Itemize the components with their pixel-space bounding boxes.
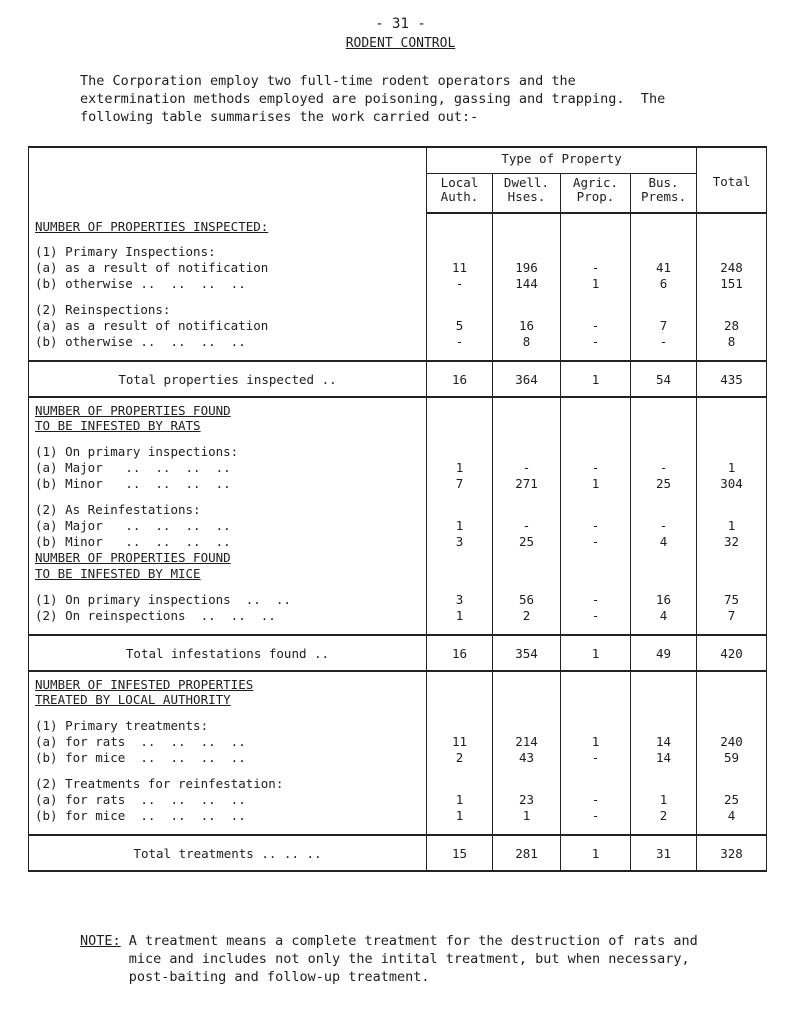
table-cell xyxy=(697,244,767,260)
subsection-label: (2) As Reinfestations: xyxy=(29,502,427,518)
table-cell: 7 xyxy=(697,608,767,624)
note-label: NOTE: xyxy=(80,933,121,949)
table-cell: 7 xyxy=(631,318,697,334)
table-cell: 1 xyxy=(427,518,493,534)
table-cell xyxy=(561,502,631,518)
table-cell: 435 xyxy=(697,361,767,397)
table-cell xyxy=(29,292,427,302)
table-row xyxy=(29,534,767,550)
col-header-bus-prems: Bus. Prems. xyxy=(631,174,697,214)
table-cell xyxy=(427,234,493,244)
table-cell xyxy=(493,234,561,244)
table-cell: 41 xyxy=(631,260,697,276)
table-cell xyxy=(493,244,561,260)
table-cell xyxy=(631,550,697,566)
table-cell: 1 xyxy=(427,460,493,476)
table-cell: 248 xyxy=(697,260,767,276)
table-cell: (a) as a result of notification xyxy=(29,318,427,334)
table-cell xyxy=(427,776,493,792)
table-cell: - xyxy=(561,534,631,550)
table-cell xyxy=(493,708,561,718)
table-cell xyxy=(427,692,493,708)
table-cell xyxy=(493,444,561,460)
table-cell xyxy=(697,302,767,318)
table-cell xyxy=(631,718,697,734)
table-cell xyxy=(631,766,697,776)
intro-line: extermination methods employed are poisoning, gassing and trapping. The xyxy=(80,91,666,107)
table-cell xyxy=(697,350,767,361)
table-cell xyxy=(697,582,767,592)
table-cell: 23 xyxy=(493,792,561,808)
table-cell xyxy=(493,766,561,776)
table-cell xyxy=(427,213,493,234)
table-cell xyxy=(697,234,767,244)
table-row xyxy=(29,334,767,350)
subsection-label: (1) Primary Inspections: xyxy=(29,244,427,260)
table-cell: 364 xyxy=(493,361,561,397)
table-cell: - xyxy=(561,608,631,624)
table-cell xyxy=(697,824,767,835)
table-cell xyxy=(631,492,697,502)
table-cell: - xyxy=(427,276,493,292)
table-cell: (1) On primary inspections .. .. xyxy=(29,592,427,608)
table-cell xyxy=(493,550,561,566)
table-row xyxy=(29,608,767,624)
table-cell: 49 xyxy=(631,635,697,671)
note-text: mice and includes not only the intital treatment, but when necessary, xyxy=(80,951,690,967)
table-cell xyxy=(631,418,697,434)
table-cell xyxy=(697,718,767,734)
table-cell xyxy=(631,692,697,708)
total-row xyxy=(29,635,767,671)
table-cell xyxy=(427,397,493,418)
table-cell: 2 xyxy=(493,608,561,624)
table-cell: 240 xyxy=(697,734,767,750)
table-cell xyxy=(29,234,427,244)
total-header: Total xyxy=(697,147,767,213)
total-row xyxy=(29,835,767,871)
table-cell xyxy=(493,671,561,692)
table-cell xyxy=(697,624,767,635)
table-cell xyxy=(561,776,631,792)
table-cell: 328 xyxy=(697,835,767,871)
table-cell xyxy=(631,213,697,234)
table-cell xyxy=(631,397,697,418)
table-cell xyxy=(561,444,631,460)
table-cell xyxy=(561,582,631,592)
table-cell: - xyxy=(631,518,697,534)
table-cell xyxy=(493,302,561,318)
table-cell: - xyxy=(631,334,697,350)
table-cell: 1 xyxy=(561,276,631,292)
subsection-label: (1) Primary treatments: xyxy=(29,718,427,734)
table-cell xyxy=(427,302,493,318)
table-cell xyxy=(493,418,561,434)
table-cell: 1 xyxy=(561,734,631,750)
table-cell xyxy=(561,624,631,635)
table-cell xyxy=(493,350,561,361)
table-cell: 1 xyxy=(561,476,631,492)
rodent-control-table xyxy=(28,146,767,872)
table-cell: (b) Minor .. .. .. .. xyxy=(29,534,427,550)
section-heading: NUMBER OF PROPERTIES FOUND xyxy=(29,550,427,566)
table-cell xyxy=(697,766,767,776)
table-cell: 4 xyxy=(631,608,697,624)
intro-paragraph xyxy=(80,72,760,126)
table-cell xyxy=(493,692,561,708)
table-cell: (b) otherwise .. .. .. .. xyxy=(29,334,427,350)
table-cell xyxy=(631,444,697,460)
table-cell: 2 xyxy=(631,808,697,824)
table-cell xyxy=(427,550,493,566)
footnote xyxy=(80,932,770,986)
table-cell xyxy=(561,718,631,734)
table-cell xyxy=(493,718,561,734)
note-text: post-baiting and follow-up treatment. xyxy=(80,969,430,985)
table-cell xyxy=(697,492,767,502)
table-cell: 4 xyxy=(697,808,767,824)
table-cell xyxy=(697,434,767,444)
table-cell: Total infestations found .. xyxy=(29,635,427,671)
table-cell: 1 xyxy=(631,792,697,808)
table-cell: 15 xyxy=(427,835,493,871)
table-row xyxy=(29,260,767,276)
table-cell xyxy=(493,566,561,582)
table-cell xyxy=(493,434,561,444)
table-cell: 8 xyxy=(493,334,561,350)
table-cell: 16 xyxy=(631,592,697,608)
table-cell: 4 xyxy=(631,534,697,550)
table-cell xyxy=(697,566,767,582)
table-cell xyxy=(427,708,493,718)
table-cell: 354 xyxy=(493,635,561,671)
table-cell xyxy=(561,671,631,692)
table-cell: 8 xyxy=(697,334,767,350)
table-cell: (a) Major .. .. .. .. xyxy=(29,518,427,534)
table-cell xyxy=(697,776,767,792)
table-cell: Total treatments .. .. .. xyxy=(29,835,427,871)
table-cell: - xyxy=(561,334,631,350)
intro-line: The Corporation employ two full-time rodent operators and the xyxy=(80,73,576,89)
table-cell xyxy=(493,492,561,502)
table-cell xyxy=(427,418,493,434)
table-row xyxy=(29,592,767,608)
table-cell xyxy=(631,302,697,318)
table-cell xyxy=(427,350,493,361)
table-cell: - xyxy=(493,518,561,534)
table-cell xyxy=(493,397,561,418)
table-cell xyxy=(631,824,697,835)
table-cell xyxy=(631,624,697,635)
section-heading: TO BE INFESTED BY RATS xyxy=(29,418,427,434)
table-cell: 1 xyxy=(697,518,767,534)
table-cell: 11 xyxy=(427,734,493,750)
table-cell xyxy=(561,566,631,582)
total-row xyxy=(29,361,767,397)
table-cell: (b) for mice .. .. .. .. xyxy=(29,808,427,824)
blank-header-cell xyxy=(29,147,427,213)
table-cell: 7 xyxy=(427,476,493,492)
col-header-local-auth: Local Auth. xyxy=(427,174,493,214)
table-cell: 25 xyxy=(631,476,697,492)
table-cell xyxy=(697,397,767,418)
table-cell xyxy=(29,582,427,592)
table-cell xyxy=(561,418,631,434)
table-cell xyxy=(631,502,697,518)
table-cell xyxy=(427,582,493,592)
table-cell xyxy=(561,766,631,776)
table-cell xyxy=(561,292,631,302)
table-cell: 75 xyxy=(697,592,767,608)
table-cell: 14 xyxy=(631,750,697,766)
table-cell: 16 xyxy=(493,318,561,334)
table-cell xyxy=(29,766,427,776)
table-cell xyxy=(29,824,427,835)
table-cell xyxy=(427,566,493,582)
table-cell: 1 xyxy=(427,608,493,624)
table-cell: 3 xyxy=(427,534,493,550)
subsection-label: (2) Treatments for reinfestation: xyxy=(29,776,427,792)
table-cell xyxy=(427,444,493,460)
table-cell xyxy=(631,244,697,260)
table-cell xyxy=(561,350,631,361)
table-row xyxy=(29,734,767,750)
table-row xyxy=(29,808,767,824)
table-cell: - xyxy=(561,808,631,824)
table-cell: 1 xyxy=(427,808,493,824)
table-cell xyxy=(631,708,697,718)
table-cell: 59 xyxy=(697,750,767,766)
section-heading: NUMBER OF PROPERTIES FOUND xyxy=(29,397,427,418)
table-cell: - xyxy=(561,260,631,276)
table-cell: 16 xyxy=(427,361,493,397)
table-cell xyxy=(427,624,493,635)
table-cell xyxy=(427,502,493,518)
table-cell xyxy=(493,776,561,792)
table-cell: (b) otherwise .. .. .. .. xyxy=(29,276,427,292)
table-cell: 28 xyxy=(697,318,767,334)
page-number: - 31 - xyxy=(375,16,426,32)
table-cell: - xyxy=(427,334,493,350)
table-cell xyxy=(561,550,631,566)
col-header-agric-prop: Agric. Prop. xyxy=(561,174,631,214)
table-cell xyxy=(561,708,631,718)
table-cell: (b) for mice .. .. .. .. xyxy=(29,750,427,766)
table-cell xyxy=(427,824,493,835)
table-cell xyxy=(561,234,631,244)
table-cell xyxy=(29,708,427,718)
table-cell xyxy=(561,244,631,260)
page-title: RODENT CONTROL xyxy=(345,36,456,51)
table-cell: 25 xyxy=(697,792,767,808)
table-cell: Total properties inspected .. xyxy=(29,361,427,397)
table-cell: 214 xyxy=(493,734,561,750)
table-cell xyxy=(29,624,427,635)
table-row xyxy=(29,476,767,492)
table-cell: 32 xyxy=(697,534,767,550)
table-cell: (b) Minor .. .. .. .. xyxy=(29,476,427,492)
table-cell: - xyxy=(493,460,561,476)
table-cell: 56 xyxy=(493,592,561,608)
table-cell xyxy=(631,292,697,302)
table-cell xyxy=(631,671,697,692)
table-cell xyxy=(697,550,767,566)
subsection-label: (1) On primary inspections: xyxy=(29,444,427,460)
table-cell: (a) for rats .. .. .. .. xyxy=(29,792,427,808)
table-cell: (2) On reinspections .. .. .. xyxy=(29,608,427,624)
table-cell: 54 xyxy=(631,361,697,397)
table-cell: 1 xyxy=(561,835,631,871)
table-cell xyxy=(631,566,697,582)
table-cell: - xyxy=(561,460,631,476)
table-cell xyxy=(561,397,631,418)
table-cell xyxy=(697,444,767,460)
table-cell xyxy=(427,671,493,692)
col-header-dwell-hses: Dwell. Hses. xyxy=(493,174,561,214)
table-cell xyxy=(561,824,631,835)
table-cell xyxy=(697,502,767,518)
table-cell xyxy=(697,671,767,692)
intro-line: following table summarises the work carried out:- xyxy=(80,109,479,125)
table-cell: 1 xyxy=(427,792,493,808)
table-cell: 3 xyxy=(427,592,493,608)
table-cell xyxy=(427,718,493,734)
table-cell: 14 xyxy=(631,734,697,750)
note-text: A treatment means a complete treatment for the destruction of rats and xyxy=(120,933,698,949)
table-cell: - xyxy=(561,792,631,808)
table-cell: 1 xyxy=(493,808,561,824)
table-cell: 6 xyxy=(631,276,697,292)
table-cell: - xyxy=(561,318,631,334)
table-cell xyxy=(561,434,631,444)
table-cell: 281 xyxy=(493,835,561,871)
table-cell xyxy=(427,244,493,260)
table-row xyxy=(29,518,767,534)
table-cell xyxy=(493,502,561,518)
table-cell: 420 xyxy=(697,635,767,671)
table-row xyxy=(29,318,767,334)
table-cell: 196 xyxy=(493,260,561,276)
table-cell: 43 xyxy=(493,750,561,766)
table-cell: (a) as a result of notification xyxy=(29,260,427,276)
table-cell: 31 xyxy=(631,835,697,871)
table-cell xyxy=(561,302,631,318)
table-cell: 2 xyxy=(427,750,493,766)
table-cell: 1 xyxy=(561,635,631,671)
table-cell xyxy=(697,292,767,302)
table-cell xyxy=(29,350,427,361)
table-cell: - xyxy=(561,592,631,608)
table-cell: 1 xyxy=(697,460,767,476)
table-cell: 5 xyxy=(427,318,493,334)
table-cell: 304 xyxy=(697,476,767,492)
table-cell xyxy=(631,434,697,444)
table-cell xyxy=(561,692,631,708)
table-cell xyxy=(427,492,493,502)
table-cell xyxy=(493,624,561,635)
table-cell: 144 xyxy=(493,276,561,292)
section-heading: TREATED BY LOCAL AUTHORITY xyxy=(29,692,427,708)
table-cell xyxy=(631,776,697,792)
table-cell xyxy=(697,692,767,708)
table-cell xyxy=(561,492,631,502)
table-cell: (a) for rats .. .. .. .. xyxy=(29,734,427,750)
table-row xyxy=(29,276,767,292)
table-cell xyxy=(697,213,767,234)
table-cell xyxy=(631,234,697,244)
table-cell xyxy=(697,418,767,434)
table-cell xyxy=(427,292,493,302)
table-cell xyxy=(29,434,427,444)
table-cell: 151 xyxy=(697,276,767,292)
table-cell xyxy=(631,350,697,361)
table-cell: 1 xyxy=(561,361,631,397)
table-cell xyxy=(697,708,767,718)
table-row xyxy=(29,792,767,808)
table-cell xyxy=(631,582,697,592)
table-cell xyxy=(493,292,561,302)
table-row xyxy=(29,750,767,766)
table-cell xyxy=(29,492,427,502)
table-cell xyxy=(427,434,493,444)
table-cell: - xyxy=(561,750,631,766)
table-cell: 25 xyxy=(493,534,561,550)
section-heading: NUMBER OF INFESTED PROPERTIES xyxy=(29,671,427,692)
section-heading: NUMBER OF PROPERTIES INSPECTED: xyxy=(29,213,427,234)
type-of-property-header: Type of Property xyxy=(427,147,697,174)
table-cell: - xyxy=(631,460,697,476)
table-cell: - xyxy=(561,518,631,534)
table-cell xyxy=(493,213,561,234)
table-cell: 271 xyxy=(493,476,561,492)
table-cell: 16 xyxy=(427,635,493,671)
table-cell xyxy=(561,213,631,234)
table-cell: 11 xyxy=(427,260,493,276)
table-cell xyxy=(493,582,561,592)
subsection-label: (2) Reinspections: xyxy=(29,302,427,318)
section-heading: TO BE INFESTED BY MICE xyxy=(29,566,427,582)
table-row xyxy=(29,460,767,476)
table-cell xyxy=(493,824,561,835)
table-cell xyxy=(427,766,493,776)
table-cell: (a) Major .. .. .. .. xyxy=(29,460,427,476)
